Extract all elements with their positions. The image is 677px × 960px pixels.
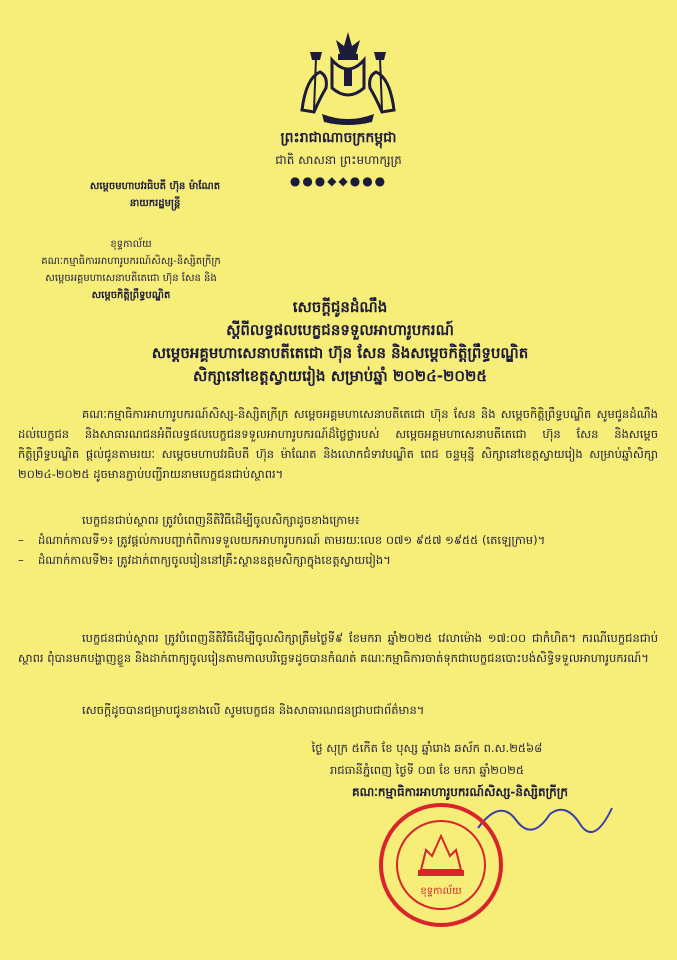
committee-name: គណៈកម្មាធិការអាហារូបករណ៍សិស្ស-និស្សិតក្រីក្រ [41, 256, 221, 267]
kingdom-title: ព្រះរាជាណាចក្រកម្ពុជា [280, 130, 397, 146]
paragraph-procedure: បេក្ខជនជាប់ស្ថាពរ ត្រូវបំពេញនីតិវិធីដើម្បីចូលសិក្សាដូចខាងក្រោម៖ [82, 513, 360, 527]
seal-center-text: ខុទ្ទកាល័យ [420, 886, 462, 897]
step-2-text: ដំណាក់កាលទី២៖ ត្រូវដាក់ពាក្យចូលរៀននៅគ្រឹះស្ថានឧត្តមសិក្សាក្នុងខេត្តស្វាយរៀង។ [38, 553, 391, 567]
bullet-dash-icon: – [18, 533, 24, 547]
ornament-divider: ●●●◆◆●●● [289, 174, 388, 188]
national-motto: ជាតិ សាសនា ព្រះមហាក្សត្រ [275, 153, 402, 167]
paragraph-deadline: បេក្ខជនជាប់ស្ថាពរ ត្រូវបំពេញនីតិវិធីដើម្បីចូលសិក្សាត្រឹមថ្ងៃទី៩ ខែមករា ឆ្នាំ២០២៥ វេលាម៉ោង ១៧:០០ ជាកំហិត។ ករណីបេក្ខជនជាប់ស្ថាពរ ពុំបានមកបង្ហាញខ្លួន និងដាក់ពាក្យចូលរៀនតាមកាលបរិច្ឆេទដូចបានកំណត់ គណៈកម្មាធិការចាត់ទុកជាបេក្ខជនបោះបង់សិទ្ធិទទួលអាហារូបករណ៍។ [18, 631, 658, 665]
office-block [6, 236, 256, 304]
title-line-3: សម្តេចអគ្គមហាសេនាបតីតេជោ ហ៊ុន សែន និងសម្តេចកិត្តិព្រឹទ្ធបណ្ឌិត [151, 344, 529, 362]
committee-line2: សម្តេចអគ្គមហាសេនាបតីតេជោ ហ៊ុន សែន និង [45, 273, 217, 284]
step-1-text: ដំណាក់កាលទី១៖ ត្រូវផ្តល់ការបញ្ជាក់ពីការទទួលយកអាហារូបករណ៍ តាមរយៈលេខ ០៧១ ៩៥៧ ១៩៥៥ (តេឡេក្រាម)។ [38, 533, 546, 547]
title-line-2: ស្តីពីលទ្ធផលបេក្ខជនទទួលអាហារូបករណ៍ [226, 321, 454, 339]
notice-title [60, 296, 620, 388]
issuer-name: សម្តេចមហាបវរធិបតី ហ៊ុន ម៉ាណែត [89, 181, 221, 192]
procedure-list [18, 530, 658, 570]
signing-committee: គណៈកម្មាធិការអាហារូបករណ៍សិស្ស-និស្សិតក្រីក្រ [351, 785, 568, 799]
list-item [18, 530, 658, 550]
royal-emblem-icon [292, 28, 404, 128]
lunar-date: ថ្ងៃ សុក្រ ៥កើត ខែ បុស្ស ឆ្នាំរោង ឆស័ក ព.ស.២៥៦៨ [311, 741, 543, 755]
list-item [18, 550, 658, 570]
title-line-1: សេចក្តីជូនដំណឹង [292, 298, 388, 316]
official-seal-icon [376, 800, 506, 930]
bullet-dash-icon: – [18, 553, 24, 567]
office-name: ខុទ្ទកាល័យ [110, 239, 152, 250]
title-line-4: សិក្សានៅខេត្តស្វាយរៀង សម្រាប់ឆ្នាំ ២០២៤-២០២៥ [193, 367, 487, 385]
paragraph-closing: សេចក្តីដូចបានជម្រាបជូនខាងលើ សូមបេក្ខជន និងសាធារណជនជ្រាបជាព័ត៌មាន។ [82, 703, 425, 717]
paragraph-intro: គណៈកម្មាធិការអាហារូបករណ៍សិស្ស-និស្សិតក្រីក្រ សម្តេចអគ្គមហាសេនាបតីតេជោ ហ៊ុន សែន និង សម្តេចកិត្តិព្រឹទ្ធបណ្ឌិត សូមជូនដំណឹងដល់បេក្ខជន និងសាធារណជនអំពីលទ្ធផលបេក្ខជនទទួលអាហារូបករណ៍ដ៏ថ្លៃថ្លារបស់ សម្តេចអគ្គមហាសេនាបតីតេជោ ហ៊ុន សែន និងសម្តេចកិត្តិព្រឹទ្ធបណ្ឌិត ផ្តល់ជូនតាមរយៈ សម្តេចមហាបវរធិបតី ហ៊ុន ម៉ាណែត និងលោកជំទាវបណ្ឌិត ពេជ ចន្ទមុន្នី សិក្សានៅខេត្តស្វាយរៀង សម្រាប់ឆ្នាំសិក្សា ២០២៤-២០២៥ ដូចមានភ្ជាប់បញ្ជីរាយនាមបេក្ខជនជាប់ស្ថាពរ។ [18, 407, 658, 481]
committee-line3: សម្តេចកិត្តិព្រឹទ្ធបណ្ឌិត [91, 290, 171, 301]
issuer-block [30, 178, 280, 212]
issuer-role: នាយករដ្ឋមន្ត្រី [129, 198, 181, 209]
solar-date: រាជធានីភ្នំពេញ ថ្ងៃទី ០៣ ខែ មករា ឆ្នាំ២០២៥ [329, 763, 525, 777]
